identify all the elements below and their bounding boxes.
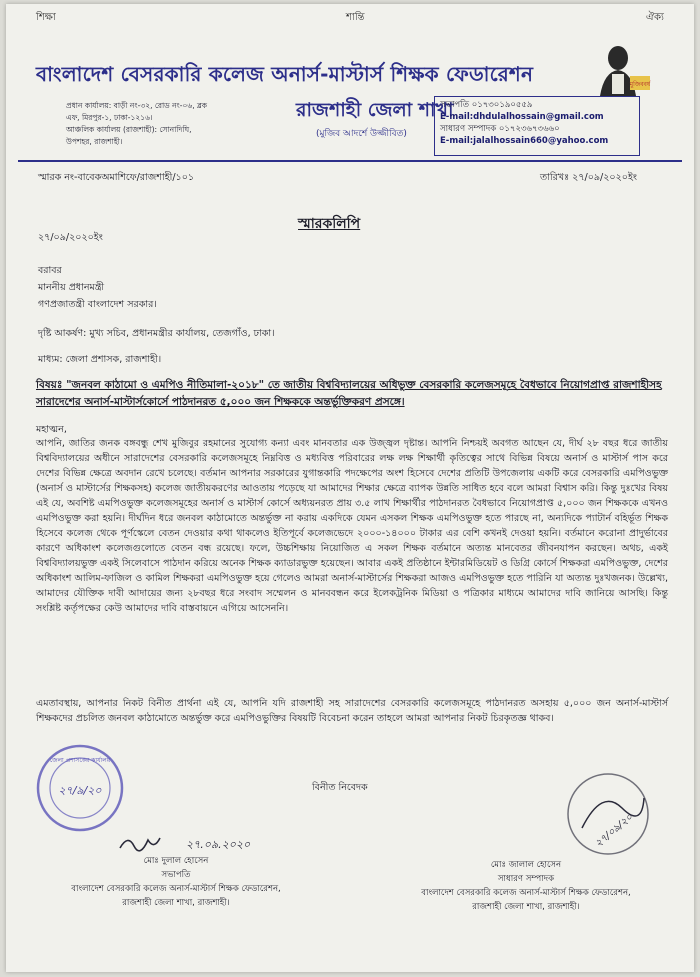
mujib-logo	[596, 40, 652, 98]
signatory-branch: রাজশাহী জেলা শাখা, রাজশাহী।	[122, 898, 230, 908]
signatory-title: সাধারণ সম্পাদক	[497, 874, 555, 884]
motto-right: ঐক্য	[646, 12, 664, 23]
attention-line: দৃষ্টি আকর্ষণ: মুখ্য সচিব, প্রধানমন্ত্রীর কার্যালয়, তেজগাঁও, ঢাকা।	[38, 328, 275, 339]
salutation: মহাত্মন,	[36, 424, 67, 435]
recipient-block	[38, 262, 157, 313]
logo-text: মুজিববর্ষ	[629, 81, 651, 88]
closing-line: বিনীত নিবেদক	[312, 782, 368, 793]
body-paragraph-2: এমতাবস্থায়, আপনার নিকট বিনীত প্রার্থনা এই যে, আপনি যদি রাজশাহী সহ সারাদেশের বেসরকারি কলেজসমূহে পাঠদানরত অসহায় ৫,০০০ জন অনার্স-মাস্টার্স শিক্ষকদের প্রচলিত জনবল কাঠামোতে অন্তর্ভুক্ত করে এমপিওভুক্তির বিষয়টি বিবেচনা করেন তাহলে আমরা আপনার নিকট চিরকৃতজ্ঞ থাকব।	[36, 698, 668, 724]
address-line: প্রধান কার্যালয়: বাড়ী নং-৩২, রোড নং-০৬, ব্লক	[66, 101, 208, 110]
recipient-line: বরাবর	[38, 265, 62, 276]
slogan: (মুজিব আদর্শে উজ্জীবিত)	[316, 129, 407, 139]
federation-title: বাংলাদেশ বেসরকারি কলেজ অনার্স-মাস্টার্স শিক্ষক ফেডারেশন	[36, 62, 534, 86]
recipient-line: গণপ্রজাতন্ত্রী বাংলাদেশ সরকার।	[38, 299, 157, 310]
signatory-title: সভাপতি	[161, 870, 191, 880]
motto-left: শিক্ষা	[36, 12, 56, 23]
secretary-phone: সাধারণ সম্পাদক ০১৭২৩৬৭৩৬৬০	[440, 124, 560, 134]
secretary-email: E-mail:jalalhossain660@yahoo.com	[440, 136, 609, 146]
header-divider	[18, 160, 682, 162]
left-signatory	[26, 854, 326, 910]
branch-name: রাজশাহী জেলা শাখা	[296, 99, 454, 121]
signatory-branch: রাজশাহী জেলা শাখা, রাজশাহী।	[472, 902, 580, 912]
office-address	[66, 100, 256, 148]
president-email: E-mail:dhdulalhossain@gmail.com	[440, 112, 604, 122]
signature-date: ২৭.০৯.২০২০	[186, 838, 251, 851]
signature-stamp	[562, 768, 654, 860]
right-signatory	[376, 858, 676, 914]
signatory-org: বাংলাদেশ বেসরকারি কলেজ অনার্স-মাস্টার্স শিক্ষক ফেডারেশন,	[71, 884, 281, 894]
address-line: আঞ্চলিক কার্যালয় (রাজশাহী): সোনাদিঘি,	[66, 125, 192, 134]
via-line: মাধ্যম: জেলা প্রশাসক, রাজশাহী।	[38, 354, 162, 365]
stamp-date: ২৭/৯/২০	[58, 784, 102, 797]
contact-box	[434, 96, 640, 156]
recipient-line: মাননীয় প্রধানমন্ত্রী	[38, 282, 105, 293]
date-left: ২৭/০৯/২০২০ইং	[38, 232, 103, 243]
memorandum-page	[6, 4, 694, 972]
motto-center: শান্তি	[346, 12, 365, 23]
president-phone: সভাপতি ০১৭৩০১৯০৫৫৯	[440, 100, 533, 110]
stamp-date: ২৭/০৯/২০	[593, 811, 636, 850]
received-stamp	[34, 742, 126, 834]
memo-heading: স্মারকলিপি	[298, 216, 361, 232]
reference-number: স্মারক নং-বাবেকঅমাশিফে/রাজশাহী/১০১	[38, 172, 195, 183]
date-right: তারিখঃ ২৭/০৯/২০২০ইং	[540, 172, 637, 183]
signatory-org: বাংলাদেশ বেসরকারি কলেজ অনার্স-মাস্টার্স শিক্ষক ফেডারেশন,	[421, 888, 631, 898]
signatory-name: মোঃ দুলাল হোসেন	[143, 856, 209, 866]
signatory-name: মোঃ জালাল হোসেন	[490, 860, 562, 870]
address-line: এফ, মিরপুর-১, ঢাকা-১২১৬।	[66, 113, 153, 122]
subject-line: বিষয়ঃ "জনবল কাঠামো ও এমপিও নীতিমালা-২০১৮" তে জাতীয় বিশ্ববিদ্যালয়ের অধিভুক্ত বেসরকারি কলেজসমূহে বৈধভাবে নিয়োগপ্রাপ্ত রাজশাহীসহ সারাদেশের অনার্স-মাস্টার্সকোর্সে পাঠদানরত ৫,০০০ জন শিক্ষককে অন্তর্ভুক্তিকরণ প্রসঙ্গে।	[36, 379, 662, 408]
stamp-text: জেলা প্রশাসকের কার্যালয়	[49, 757, 111, 764]
address-line: উপশহর, রাজশাহী।	[66, 137, 123, 146]
body-paragraph-1: আপনি, জাতির জনক বঙ্গবন্ধু শেখ মুজিবুর রহমানের সুযোগ্য কন্যা এবং মানবতার এক উজ্জ্বল দৃষ্টান্ত। আপনি নিশ্চয়ই অবগত আছেন যে, দীর্ঘ ২৮ বছর ধরে জাতীয় বিশ্ববিদ্যালয়ের অধীনে সারাদেশের বেসরকারি কলেজসমূহে নিম্নবিত্ত ও মধ্যবিত্ত পরিবারের লক্ষ লক্ষ শিক্ষার্থী কৃতিত্বের সাথে বিভিন্ন বিষয়ে অনার্স ও মাস্টার্স পাস করে দেশের বিভিন্ন ক্ষেত্রে অবদান রেখে চলেছে। বর্তমান আপনার সরকারের যুগান্তকারি পদক্ষেপের অংশ হিসেবে দেশের প্রতিটি উপজেলায় একটি করে বেসরকারি এমপিওভুক্ত (অনার্স ও মাস্টার্সের শিক্ষকসহ) কলেজ জাতীয়করণের আওতায় পড়েছে যা আমাদের শিক্ষার ক্ষেত্রে ব্যাপক উন্নতি সাধিত হবে বলে আমরা বিশ্বাস করি। কিন্তু দুঃখের বিষয় এই যে, অবশিষ্ট এমপিওভুক্ত কলেজসমূহের অনার্স ও মাস্টার্স কোর্সে অধ্যয়নরত প্রায় ৩.৫ লাখ শিক্ষার্থীর পাঠদানরত বৈধভাবে নিয়োগপ্রাপ্ত ৫,০০০ জন শিক্ষককে এখনও এমপিওভুক্ত করা হয়নি। দীর্ঘদিন ধরে জনবল কাঠামোতে অন্তর্ভুক্ত না করায় একদিকে যেমন এসকল শিক্ষক এমপিওভুক্ত হতে পারছে না, অন্যদিকে প্যাটার্ন বহির্ভূত শিক্ষক হিসেবে কলেজ থেকে পূর্ণস্কেলে বেতন দেওয়ার কথা থাকলেও ইতিপূর্বে কলেজভেদে ২০০০-১৪০০০ টাকার এর বেশি কখনই দেওয়া হয়নি। বর্তমানে করোনা প্রাদুর্ভাবের কারণে অধিকাংশ কলেজগুলোতে বেতন বন্ধ রয়েছে। ফলে, উচ্চশিক্ষায় নিয়োজিত এ সকল শিক্ষক বর্তমানে অত্যন্ত মানবেতর জীবনযাপন করছেন। অথচ, একই বিশ্ববিদ্যালয়ভুক্ত একই সিলেবাসে পাঠদান করিয়ে অনেক শিক্ষক ক্যাডারভুক্ত হয়েছেন। আবার একই প্রতিষ্ঠানে ইন্টারমিডিয়েট ও ডিগ্রি কোর্সে শিক্ষকরা এমপিওভুক্ত, দেশের অধিকাংশ আলিম-ফাজিল ও কামিল শিক্ষকরা এমপিওভুক্ত হয়ে গেলেও আমরা অনার্স-মাস্টার্সের শিক্ষকরা আজও এমপিওভুক্ত হতে পারিনি যা অত্যন্ত দুঃখজনক। উল্লেখ্য, আমাদের যৌক্তিক দাবী আদায়ের জন্য ২৮বছর ধরে সংবাদ সম্মেলন ও মানববন্ধন করে ইলেকট্রনিক মিডিয়া ও পত্রিকার মাধ্যমে আমাদের দাবি জানিয়ে আসছি। কিন্তু সংশ্লিষ্ট কর্তৃপক্ষের কেউ আমাদের দাবি বাস্তবায়নে এগিয়ে আসেননি।	[36, 438, 668, 614]
